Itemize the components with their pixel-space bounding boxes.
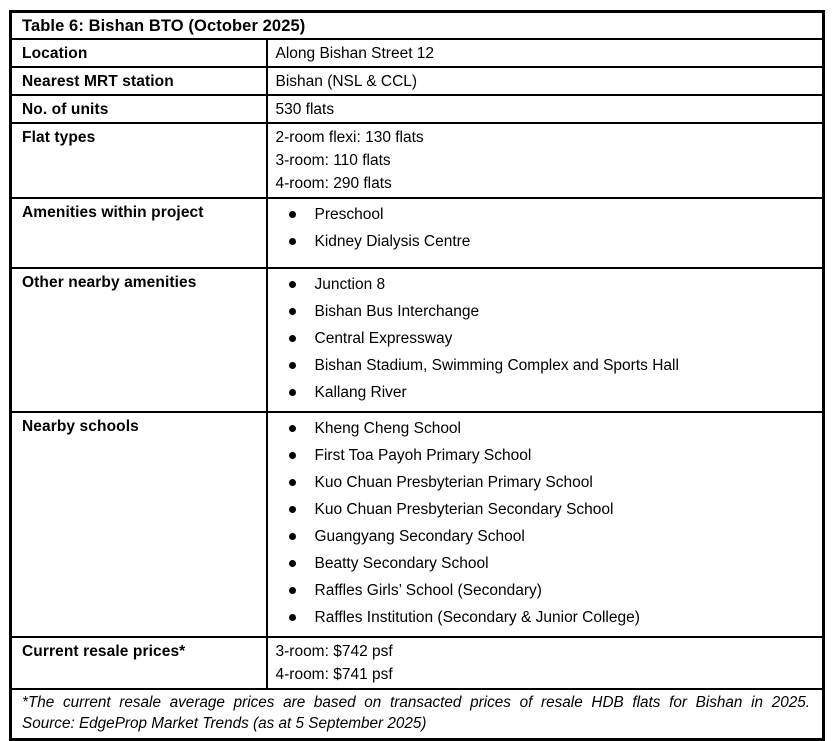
list-item bbox=[268, 201, 815, 228]
bullet-icon bbox=[289, 614, 296, 621]
list-item bbox=[268, 523, 815, 550]
row-label-current-resale-prices: Current resale prices* bbox=[11, 637, 267, 689]
bullet-icon bbox=[289, 389, 296, 396]
row-value-nearby-schools bbox=[267, 412, 824, 637]
list-item bbox=[268, 442, 815, 469]
bullet-icon bbox=[289, 308, 296, 315]
row-value-other-nearby-amenities bbox=[267, 268, 824, 412]
list-item-label: Kuo Chuan Presbyterian Primary School bbox=[314, 474, 593, 491]
bullet-icon bbox=[289, 425, 296, 432]
footnote-line-2: Source: EdgeProp Market Trends (as at 5 September 2025) bbox=[22, 714, 427, 732]
footnote-line-1: *The current resale average prices are based on transacted prices of resale HDB flats for Bishan in 2025. bbox=[22, 694, 810, 711]
resale-price-line: 3-room: $742 psf bbox=[275, 643, 393, 660]
list-item-label: Guangyang Secondary School bbox=[314, 528, 525, 545]
list-item-label: Preschool bbox=[314, 206, 384, 223]
list-item bbox=[268, 604, 815, 631]
list-item bbox=[268, 379, 815, 406]
bullet-icon bbox=[289, 238, 296, 245]
list-item-label: Raffles Institution (Secondary & Junior College) bbox=[314, 609, 640, 626]
row-label-nearby-schools: Nearby schools bbox=[11, 412, 267, 637]
resale-price-line: 4-room: $741 psf bbox=[275, 666, 393, 683]
list-item-label: Bishan Stadium, Swimming Complex and Sports Hall bbox=[314, 357, 679, 374]
row-current-resale-prices bbox=[11, 637, 824, 689]
bullet-icon bbox=[289, 506, 296, 513]
list-item-label: Bishan Bus Interchange bbox=[314, 303, 480, 320]
footnote-row bbox=[11, 689, 824, 740]
flat-type-line: 4-room: 290 flats bbox=[275, 175, 392, 192]
row-no-of-units bbox=[11, 95, 824, 123]
bullet-icon bbox=[289, 281, 296, 288]
list-item-label: Raffles Girls’ School (Secondary) bbox=[314, 582, 542, 599]
bishan-bto-table bbox=[9, 10, 825, 741]
bullet-icon bbox=[289, 335, 296, 342]
row-flat-types bbox=[11, 123, 824, 198]
bullet-icon bbox=[289, 560, 296, 567]
list-item bbox=[268, 496, 815, 523]
bullet-icon bbox=[289, 479, 296, 486]
list-item-label: Kuo Chuan Presbyterian Secondary School bbox=[314, 501, 614, 518]
list-item bbox=[268, 352, 815, 379]
table-title: Table 6: Bishan BTO (October 2025) bbox=[11, 12, 824, 40]
list-item-label: Beatty Secondary School bbox=[314, 555, 489, 572]
bullet-icon bbox=[289, 452, 296, 459]
row-label-amenities-within-project: Amenities within project bbox=[11, 198, 267, 268]
list-item bbox=[268, 271, 815, 298]
list-item-label: Junction 8 bbox=[314, 276, 386, 293]
list-item bbox=[268, 469, 815, 496]
list-item-label: Central Expressway bbox=[314, 330, 453, 347]
row-value-no-of-units: 530 flats bbox=[267, 95, 824, 123]
row-amenities-within-project bbox=[11, 198, 824, 268]
bullet-icon bbox=[289, 362, 296, 369]
footnote bbox=[11, 689, 824, 740]
row-nearby-schools bbox=[11, 412, 824, 637]
list-item bbox=[268, 325, 815, 352]
row-location bbox=[11, 39, 824, 67]
list-item bbox=[268, 577, 815, 604]
row-other-nearby-amenities bbox=[11, 268, 824, 412]
list-item bbox=[268, 298, 815, 325]
row-value-current-resale-prices bbox=[267, 637, 824, 689]
row-value-nearest-mrt: Bishan (NSL & CCL) bbox=[267, 67, 824, 95]
list-item-label: Kheng Cheng School bbox=[314, 420, 462, 437]
bullet-icon bbox=[289, 587, 296, 594]
flat-type-line: 2-room flexi: 130 flats bbox=[275, 129, 424, 146]
table-title-row bbox=[11, 12, 824, 40]
flat-type-line: 3-room: 110 flats bbox=[275, 152, 391, 169]
list-item bbox=[268, 228, 815, 255]
list-item-label: Kallang River bbox=[314, 384, 407, 401]
row-nearest-mrt bbox=[11, 67, 824, 95]
list-item-label: First Toa Payoh Primary School bbox=[314, 447, 532, 464]
row-label-flat-types: Flat types bbox=[11, 123, 267, 198]
list-item bbox=[268, 550, 815, 577]
bullet-icon bbox=[289, 211, 296, 218]
row-label-no-of-units: No. of units bbox=[11, 95, 267, 123]
row-label-location: Location bbox=[11, 39, 267, 67]
row-value-amenities-within-project bbox=[267, 198, 824, 268]
row-value-flat-types bbox=[267, 123, 824, 198]
row-value-location: Along Bishan Street 12 bbox=[267, 39, 824, 67]
list-item-label: Kidney Dialysis Centre bbox=[314, 233, 471, 250]
row-label-other-nearby-amenities: Other nearby amenities bbox=[11, 268, 267, 412]
list-item bbox=[268, 415, 815, 442]
bullet-icon bbox=[289, 533, 296, 540]
row-label-nearest-mrt: Nearest MRT station bbox=[11, 67, 267, 95]
